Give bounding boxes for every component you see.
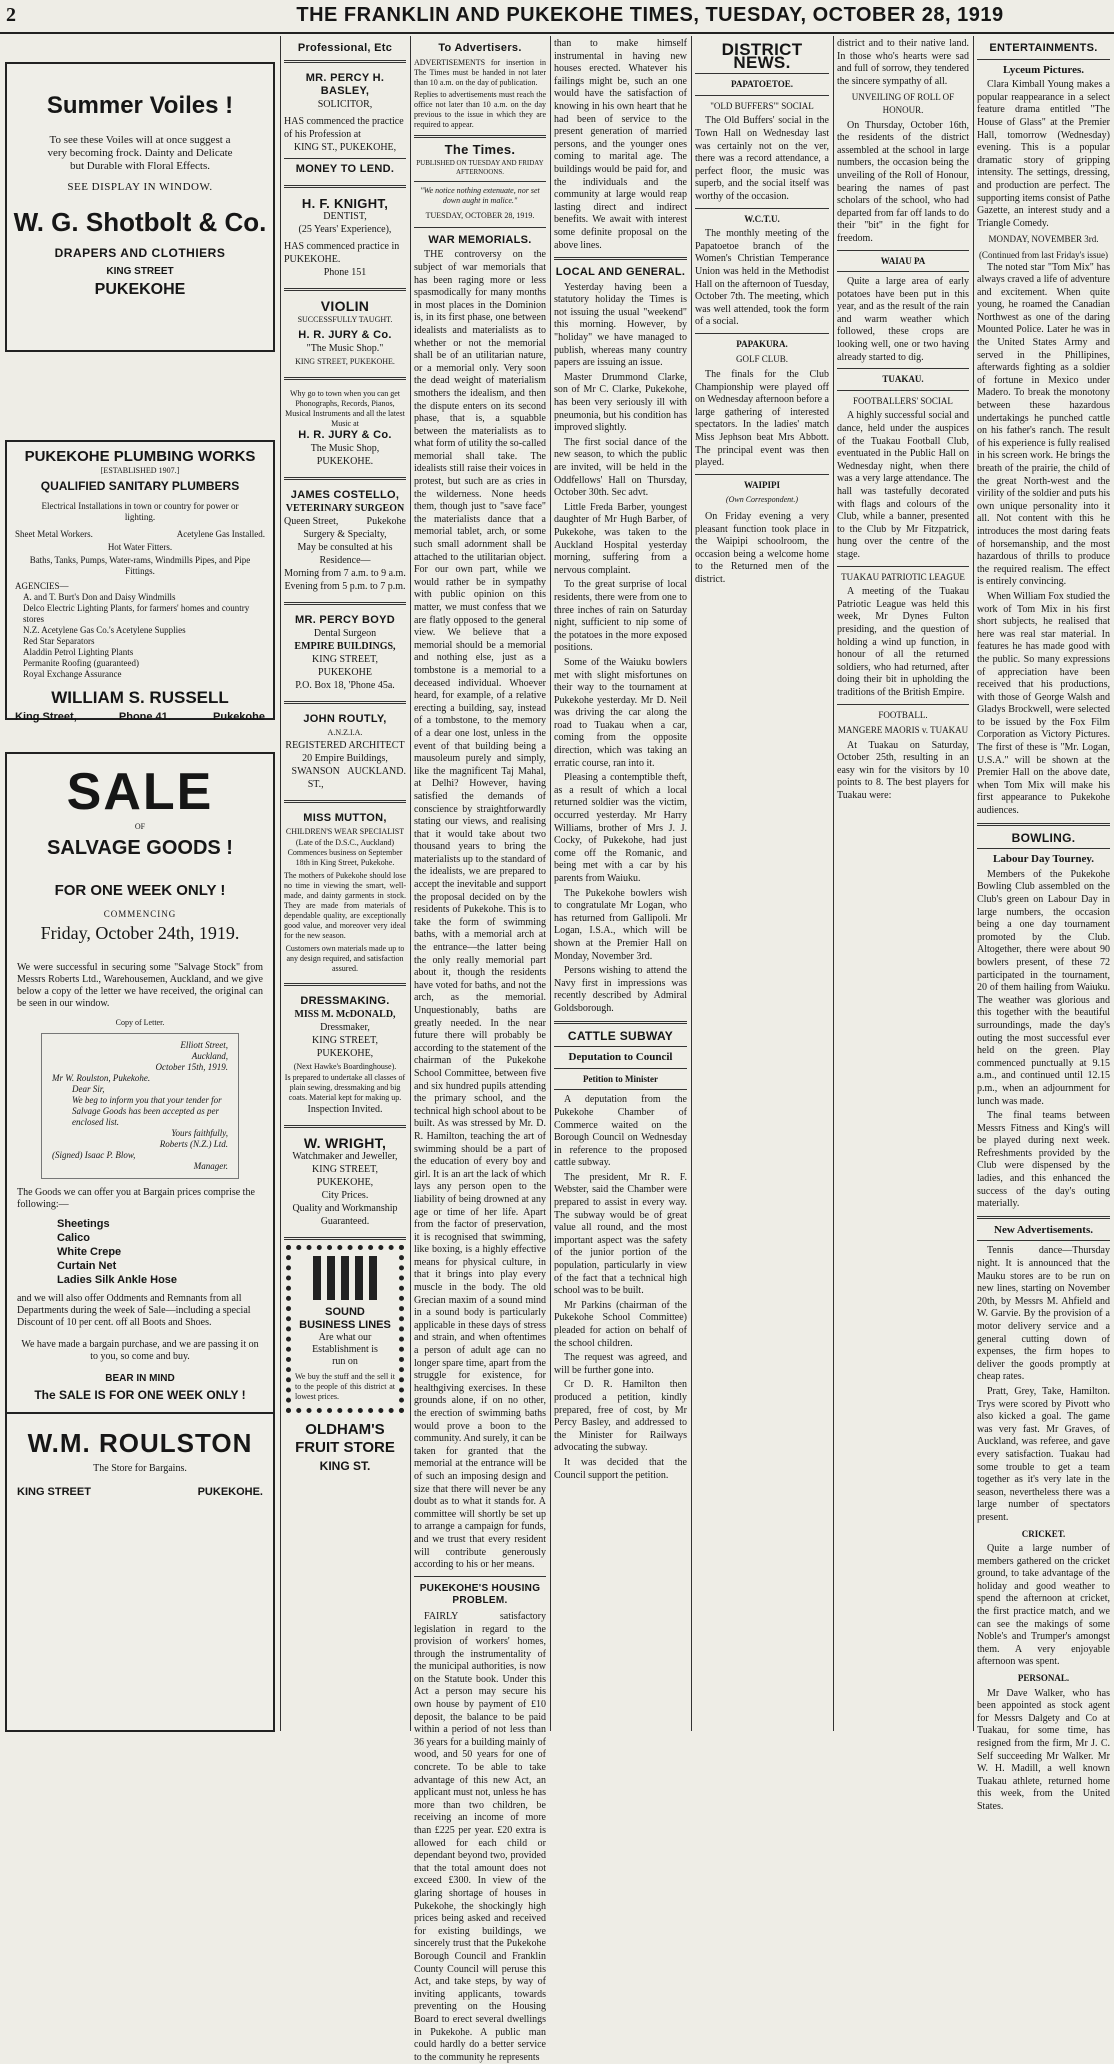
masthead: THE FRANKLIN AND PUKEKOHE TIMES, TUESDAY, OCTOBER 28, 1919 (296, 4, 1004, 26)
oldham-ad: OLDHAM'S FRUIT STORE KING ST. (295, 1420, 395, 1473)
voiles-street: KING STREET (106, 266, 174, 277)
advertisers-p1: ADVERTISEMENTS for insertion in The Times must be handed in not later than 10 a.m. on the day of publication. (414, 57, 546, 87)
waiau-heading: WAIAU PA (880, 255, 926, 266)
page-number: 2 (6, 4, 16, 26)
golf-heading: GOLF CLUB. (735, 354, 788, 365)
sale-item: Sheetings (57, 1218, 110, 1230)
local-general-title: LOCAL AND GENERAL. (555, 266, 686, 279)
papakura-heading: PAPAKURA. (736, 338, 788, 349)
district-column (695, 38, 829, 1730)
continued-note: (Continued from last Friday's issue) (978, 249, 1109, 260)
housing-continued: than to make himself instrumental in having new houses erected. Whatever his failings might be, such an one would have the satisfaction of knowing in his own heart that he had been of service to the present generation of married persons, and the younger ones coming to marital age. The buildings would be paid for, and the individuals and the community at large would reap lasting direct and indirect benefits. We await with interest some definite proposal on the above lines. (554, 38, 687, 251)
sale-mind2: The SALE IS FOR ONE WEEK ONLY ! (34, 1388, 246, 1402)
bars-ornament (295, 1256, 395, 1300)
sale-passing: We have made a bargain purchase, and we are passing it on to you, so come and buy. (21, 1339, 259, 1362)
patriotic-heading: TUAKAU PATRIOTIC LEAGUE (841, 571, 965, 582)
local-item: Little Freda Barber, youngest daughter of Mr Hugh Barber, of Pukekohe, was taken to the Auckland Hospital yesterday morning, suffering from a nervous complaint. (554, 501, 687, 576)
sale-address: KING STREET PUKEKOHE. (17, 1486, 263, 1498)
local-column (554, 38, 687, 1730)
column-rule (280, 36, 281, 1731)
page-header (0, 0, 1114, 34)
waipipi-heading: WAIPIPI (743, 479, 780, 490)
local-item: Pleasing a contemptible theft, as a result of which a local returned soldier was the victim, occurred yesterday. Mr Harry Williams, brother of Mrs J. J. Cocky, of Pukekohe, had just come off the Romanic, and being met with a car by his parents from Waiuku. (554, 772, 687, 884)
bowling-title: BOWLING. (1011, 830, 1076, 845)
dressmaking-card: DRESSMAKING. MISS M. McDONALD, Dressmaker, KING STREET, PUKEKOHE, (Next Hawke's Boardinghouse). Is prepared to undertake all classes of plain sewing, dressmaking and big coats. Material kept for making up. Inspection Invited. (284, 994, 406, 1115)
sale-title: SALE (66, 763, 214, 821)
sale-item: Curtain Net (57, 1260, 117, 1272)
wcu-heading: W.C.T.U. (744, 213, 780, 224)
local-item: Some of the Waiuku bowlers met with slight misfortunes on their way to the tournament at Pukekohe yesterday. Mr D. Neil was driving the car along the road to Tuakau when a car, coming from the opposite direction, which was taking an erratic course, ran into it. (554, 656, 687, 769)
sale-oddments: and we will also offer Oddments and Remnants from all Departments during the week of Sale—including a special Discount of 10 per cent. off all Boots and Shoes. (17, 1293, 251, 1328)
sale-slogan: The Store for Bargains. (93, 1463, 187, 1474)
patriotic-body: A meeting of the Tuakau Patriotic League was held this week, Mr Dynes Fulton presiding, and the question of holding a wind up function, in honour of all the returned soldiers, who had returned, after doing their bit in upholding the traditions of the British Empire. (837, 586, 969, 698)
fox-body: When William Fox studied the work of Tom Mix in his first short subjects, he realised that here was real star material. In features he has made good with the public. So many expressions of appreciation have been received that his productions, with those of George Walsh and Gladys Brockwell, were selected to be issued by the Fox Film Corporation as Victory Pictures. The first of these is "Mr. Logan, U.S.A." will be shown at the Premier Hall on the above date, when Tom Mix will make his first appearance to Pukekohe audiences. (977, 590, 1110, 817)
voiles-trade: DRAPERS AND CLOTHIERS (54, 246, 226, 260)
sale-week: FOR ONE WEEK ONLY ! (54, 882, 226, 899)
advertisers-p2: Replies to advertisements must reach the office not later than 10 a.m. on the day previous to the issue in which they are required to appear. (414, 89, 546, 129)
new-advertisements-heading: New Advertisements. (994, 1223, 1093, 1236)
local-item: Master Drummond Clarke, son of Mr C. Clarke, Pukekohe, has been very seriously ill with pneumonia, but his condition has improved slightly. (554, 371, 687, 434)
cattle-para: The president, Mr R. F. Webster, said the Chamber were prepared to assist in every way. The subway would be of great value all round, and the most important aspect was the safety of the junior portion of the population, particularly in view of the fact that a technical high school was to be built. (554, 1171, 687, 1297)
column-rule (833, 36, 834, 1731)
local-item: Yesterday having been a statutory holiday the Times is not issuing the usual "weekend" this morning. However, by "holiday" we have managed to publish, whereas many country papers are issuing an issue. (554, 281, 687, 369)
wright-card: W. WRIGHT, Watchmaker and Jeweller, KING STREET, PUKEKOHE, City Prices. Quality and Workmanship Guaranteed. (292, 1134, 398, 1227)
local-item: To the great surprise of local residents, there were from one to three inches of rain on Saturday night, sufficient to nip some of the potatoes in the more exposed positions. (554, 579, 687, 654)
sale-date: Friday, October 24th, 1919. (40, 923, 240, 943)
housing-body: FAIRLY satisfactory legislation in regard to the provision of workers' homes, through the instrumentality of the municipal authorities, is now on the Statute book. Under this Act a person may secure his own house by payment of £10 deposit, the balance to be paid within a period of not less than 36 years for a building mainly of wood, and 50 years for one of concrete. To be able to take advantage of this new Act, an applicant must not, unless he has more than two children, be receiving an income of more than £225 per year. £20 extra is allowed for each child or dependant beyond two, provided that the total amount does not exceed £300. In view of the glaring shortage of houses in Pukekohe, the shockingly high prices being asked and received for existing buildings, we sincerely trust that the Pukekohe Borough Council and Franklin County Council will peruse this Act, and take steps, by way of inviting applicants, towards preventing on the Housing Board to erect several dwellings in Pukekohe. A public man could hardly do a better service to the community he represents (414, 1610, 546, 2063)
sale-items (57, 1217, 263, 1287)
football-continued: Pratt, Grey, Take, Hamilton. Trys were scored by Pivott who also kicked a goal. The game was very fast. Mr Graves, of Auckland, was referee, and gave every satisfaction. Tuakau had some trouble to get a team together as it's very late in the season, nevertheless there was a large number of spectators present. (977, 1385, 1110, 1523)
sale-intro: We were successful in securing some "Salvage Stock" from Messrs Roberts Ltd., Warehousemen, Auckland, and we give below a copy of the letter we have received, the original can be seen in our window. (17, 962, 263, 1009)
bowling-final: The final teams between Messrs Fitness and King's will be played during next week. Refreshments provided by the Club were dispensed by the ladies, and this enhanced the success of the day's outing materially. (977, 1110, 1110, 1210)
vet-card: JAMES COSTELLO, VETERINARY SURGEON Queen Street, Pukekohe Surgery & Specialty, May be consulted at his Residence— Morning from 7 a.m. to 9 a.m. Evening from 5 p.m. to 7 p.m. (284, 488, 406, 592)
cattle-para: Cr D. R. Hamilton then produced a petition, kindly prepared, free of cost, by Mr Percy Basley, and addressed to the Minister for Railways advocating the subway. (554, 1379, 687, 1454)
sound-business-body: We buy the stuff and the sell it to the people of this district at lowest prices. (295, 1371, 395, 1401)
sale-ad (5, 752, 275, 1732)
plumbing-line4: Baths, Tanks, Pumps, Water-rams, Windmills Pipes, and Pipe Fittings. (29, 555, 251, 576)
plumbing-est: [ESTABLISHED 1907.] (100, 466, 180, 475)
sale-item: Calico (57, 1232, 91, 1244)
local-item: Persons wishing to attend the Navy first in impressions was recently described by Admiral Goldsborough. (554, 965, 687, 1014)
waipipi-continued: district and to their native land. In those who's hearts were sad and full of sorrow, they tendered the sincere sympathy of all. (837, 38, 969, 87)
footballers-heading: FOOTBALLERS' SOCIAL (853, 395, 953, 406)
voiles-town: PUKEKOHE (94, 281, 186, 298)
mangere-body: At Tuakau on Saturday, October 25th, resulting in an easy win for the visitors by 10 points to 8. The best players for Tuakau were: (837, 739, 969, 802)
plumbing-address: King Street, Phone 41. Pukekohe (15, 711, 265, 723)
cattle-para: Mr Parkins (chairman of the Pukekohe School Committee) pleaded for action on behalf of the school children. (554, 1299, 687, 1349)
lyceum-heading: Lyceum Pictures. (1002, 63, 1085, 76)
sale-copy-label: Copy of Letter. (115, 1018, 165, 1027)
knight-card: H. F. KNIGHT, DENTIST, (25 Years' Experience), HAS commenced practice in PUKEKOHE. Phone 151 (284, 195, 400, 278)
cattle-subway-title: CATTLE SUBWAY (567, 1028, 674, 1043)
cricket-heading: CRICKET. (1021, 1528, 1066, 1539)
professional-column (284, 38, 406, 1730)
plumbing-ad (5, 440, 275, 723)
district-news-title: DISTRICT NEWS. (721, 40, 803, 72)
mutton-card: MISS MUTTON, CHILDREN'S WEAR SPECIALIST (Late of the D.S.C., Auckland) Commences business on September 18th in King Street, Pukekohe. The mothers of Pukekohe should lose no time in viewing the smart, well-made, and dainty garments in stock. They are made from materials of dependable quality, are exceptionally good value, and moreover very ideal for the new season. Customers own materials made up to any design required, and satisfaction assured. (284, 811, 406, 973)
golf-body: The finals for the Club Championship were played off on Wednesday afternoon before a large gathering of interested spectators. In the ladies' match Miss Jephson beat Mrs Abbott. The principal event was then played. (695, 369, 829, 469)
column-rule (973, 36, 974, 1731)
mangere-heading: MANGERE MAORIS v. TUAKAU (837, 725, 969, 736)
voiles-ad (5, 62, 275, 352)
unveiling-heading: UNVEILING OF ROLL OF HONOUR. (851, 92, 955, 115)
routly-card: JOHN ROUTLY, A.N.Z.I.A. REGISTERED ARCHITECT 20 Empire Buildings, SWANSON ST., AUCKLAND. (285, 712, 406, 790)
professional-title: Professional, Etc (297, 42, 393, 54)
plumbing-agencies: AGENCIES— A. and T. Burt's Don and Daisy Windmills Delco Electric Lighting Plants, for farmers' homes and country stores N.Z. Acetylene Gas Co.'s Acetylene Supplies Red Star Separators Aladdin Petrol Lighting Plants Permanite Roofing (guaranteed) Royal Exchange Assurance (15, 581, 250, 679)
bowling-body: Members of the Pukekohe Bowling Club assembled on the Club's green on Labour Day in large numbers, the occasion being a one day tournament promoted by the Club. Altogether, there were about 90 bowlers present, of these 72 participated in the tournament, 20 of them hailing from Waiuku. The weather was glorious and this together with the beautiful surroundings, made the day's outing the most successful ever held on the green. Play commenced punctually at 9.15 a.m., and continued until 12.15 p.m., when an adjournment for lunch was made. (977, 868, 1110, 1107)
times-published: PUBLISHED ON TUESDAY AND FRIDAY AFTERNOONS. (416, 159, 544, 177)
sale-item: Ladies Silk Ankle Hose (57, 1274, 178, 1286)
column-rule (691, 36, 692, 1731)
column-rule (410, 36, 411, 1731)
plumbing-title: PUKEKOHE PLUMBING WORKS (24, 448, 256, 465)
piano-card: Why go to town when you can get Phonographs, Records, Pianos, Musical Instruments and all the latest Music at H. R. JURY & Co. The Music Shop, PUKEKOHE. (285, 388, 405, 467)
footballers-body: A highly successful social and dance, held under the auspices of the Tuakau Football Club, eventuated in the Public Hall on Wednesday night, when there was a very large attendance. The hall was tastefully decorated with flags and colours of the Club, while a banner, presented to the Club by Mr Fitzpatrick, hung over the centre of the stage. (837, 410, 969, 560)
cattle-subway-sub: Deputation to Council (568, 1051, 673, 1064)
sale-firm: W.M. ROULSTON (27, 1428, 253, 1458)
voiles-cta: SEE DISPLAY IN WINDOW. (67, 181, 213, 193)
wcu-body: The monthly meeting of the Papatoetoe branch of the Women's Christian Temperance Union was held in the Methodist Hall on the afternoon of Tuesday, October 7th. The meeting, which was well attended, took the form of a social. (695, 228, 829, 328)
cattle-para: It was decided that the Council support the petition. (554, 1456, 687, 1481)
entertainments-column (977, 38, 1110, 1812)
papatoetoe-heading: PAPATOETOE. (731, 79, 793, 90)
basley-card: MR. PERCY H. BASLEY, SOLICITOR, HAS commenced the practice of his Profession at KING ST., PUKEKOHE, MONEY TO LEND. (284, 68, 406, 180)
unveiling-body: On Thursday, October 16th, the residents of the district assembled at the school in large numbers, the occasion being the unveiling of the Roll of Honour, bearing the names of past scholars of the school, who had departed from far off lands to do their "bit" in the fight for freedom. (837, 119, 969, 244)
voiles-body: To see these Voiles will at once suggest a very becoming frock. Dainty and Delicate but Durable with Floral Effects. (47, 134, 233, 172)
plumbing-line2: Sheet Metal Workers. Acetylene Gas Installed. (15, 529, 265, 539)
column-rule (550, 36, 551, 1731)
plumbing-sub: QUALIFIED SANITARY PLUMBERS (40, 479, 240, 493)
sale-of: OF (134, 822, 146, 831)
sale-goods: SALVAGE GOODS ! (47, 837, 233, 859)
voiles-title: Summer Voiles ! (46, 92, 234, 119)
housing-title: PUKEKOHE'S HOUSING PROBLEM. (419, 1582, 541, 1607)
sale-bargain-intro: The Goods we can offer you at Bargain prices comprise the following:— (17, 1187, 255, 1210)
tuakau-heading: TUAKAU. (882, 374, 924, 385)
sale-item: White Crepe (57, 1246, 122, 1258)
football-heading: FOOTBALL. (878, 709, 928, 720)
old-buffers-heading: "OLD BUFFERS'" SOCIAL (710, 100, 814, 111)
district-column-2 (837, 38, 969, 1730)
war-memorials-body: THE controversy on the subject of war memorials that has been raging more or less spasmodically for many months in most places in the Dominion is, in its first phase, one between idealists and materialists as to whether or not the memorial shall be of an utilitarian nature, or a memorial only. Very soon the dead weight of materialism smothers the idealism, and then the dispute enters on its second phase, that is, a squabble between the materialists as to what form of utility the so-called memorial shall take. The idealists still raise their voices in protest, but such are as cries in the wilderness. None heeds them, though just to "save face" the materialists dance that a memorial tablet, arch, or some such small adornment shall be attached to the utilitarian object. For our own part, while we would rather be in sympathy with public opinion on this matter, we must confess that we are flatly opposed to the general view. We believe that a memorial should be a memorial and nothing else, just as a tombstone is a memorial to a deceased individual. Whoever heard, for example, of a relative erecting a building, say, instead of a tombstone, to the memory of a dear one lost, unless in the event of that building being a mausoleum purely and simply, like the magnificent Taj Mahal, at Delhi? However, having satisfied the demands of conscience by straightforwardly stating our views, and realising that it would take about two thousand years to bring the materialists up to the standard of the idealists, we are prepared to accept the inevitable and support the proposal decided on by the residents of Pukekohe. This is to take the form of swimming baths, with a memorial arch at the entrance—the latter being the only really memorial part about it, though the residents have voted for baths, and not the arch, as the memorial. Unquestionably, baths are greatly needed. In the near future there will probably be according to the statement of the chairman of the Pukekohe School Committee, between five and six hundred pupils attending the primary school, and the technical high school about to be built. As was stressed by Mr. D. R. Hamilton, teaching the art of swimming should be a part of the education of every boy and girl. It is an art the lack of which lays any person open to the liability of being drowned at any age or time of her life. Apart from the factor of preservation, it is recognised that swimming, like boxing, is a highly effective means for physical culture, in that it brings into play every muscle in the body. The old Grecian maxim of a sound mind in a sound body is particularly applicable in these days of stress and strain, and when oftentimes a person of adult age can no longer spare time, apart from the struggle for existence, for healthgiving exercises. In these grounds alone, if on no other, the erection of swimming baths would prove a boon to the community. And surely, it can be taken for granted that the memorial at the entrance will be of such an imposing design and size that there will never be any doubt as to what it stands for. A committee will shortly be set up to arrange a campaign for funds, and we trust that every resident will contribute generously according to his or her means. (414, 249, 546, 1571)
lyceum-body: Clara Kimball Young makes a popular reappearance in a select feature drama entitled "The House of Glass" at the Premier Hall, tomorrow (Wednesday) evening. This is a popular dramatic story of gripping intensity. The settings, dressing, and production are perfect. The supporting items consist of Pathe Gazette, an interest study and a Triangle Comedy. (977, 79, 1110, 229)
voiles-firm: W. G. Shotbolt & Co. (13, 207, 267, 237)
new-advertisements-body: Tennis dance—Thursday night. It is announced that the Mauku stores are to be run on new lines, starting on November 20th, by Messrs M. Ahfield and W. Garvie. By the provision of a motor delivery service and a general cutting down of expenses, the firm hopes to deliver the goods promptly at cheap rates. (977, 1245, 1110, 1383)
monday-heading: MONDAY, NOVEMBER 3rd. (988, 234, 1099, 245)
times-title: The Times. (444, 141, 516, 157)
violin-card: VIOLIN SUCCESSFULLY TAUGHT. H. R. JURY & Co. "The Music Shop." KING STREET, PUKEKOHE. (295, 297, 395, 366)
editorial-column (414, 38, 546, 2063)
plumbing-line3: Hot Water Fitters. (107, 542, 173, 552)
waipipi-body: On Friday evening a very pleasant function took place in the Waipipi schoolroom, the occasion being a welcome home to the Returned men of the district. (695, 511, 829, 585)
times-motto: "We notice nothing extenuate, nor set down aught in malice." (420, 186, 540, 206)
sale-letter: Elliott Street, Auckland, October 15th, 1919. Mr W. Roulston, Pukekohe. Dear Sir, We beg to inform you that your tender for Salvage Goods has been accepted as per enclosed list. Yours faithfully, Roberts (N.Z.) Ltd. (Signed) Isaac P. Blow, Manager. (41, 1033, 239, 1179)
labour-day-heading: Labour Day Tourney. (993, 853, 1094, 866)
cricket-body: Quite a large number of members gathered on the cricket ground, to take advantage of the holiday and good weather to spend the afternoon at cricket, the first practice match, and we can see the makings of some Noble's and Trumper's amongst them. A very enjoyable afternoon was spent. (977, 1543, 1110, 1668)
cattle-para: The request was agreed, and will be further gone into. (554, 1352, 687, 1376)
plumbing-line1: Electrical Installations in town or country for power or lighting. (41, 501, 239, 522)
entertainments-title: ENTERTAINMENTS. (989, 42, 1098, 54)
sound-business-ad: SOUND BUSINESS LINES Are what our Establishment is run on We buy the stuff and the sell it to the people of this district at lowest prices. (286, 1245, 404, 1413)
waiau-body: Quite a large area of early potatoes have been put in this year, and as the result of the rain and warm weather which followed, these crops are looking well, one or two having already started to dig. (837, 276, 969, 363)
times-date: TUESDAY, OCTOBER 28, 1919. (425, 211, 535, 221)
local-item: The first social dance of the new season, to which the public are invited, will be held in the Oddfellows' Hall on Thursday, October 30th. Sec advt. (554, 436, 687, 499)
cattle-para: A deputation from the Pukekohe Chamber of Commerce waited on the Borough Council on Wednesday in reference to the proposed cattle subway. (554, 1094, 687, 1169)
old-buffers-body: The Old Buffers' social in the Town Hall on Wednesday last was certainly not on the ver, there was a record attendance, a perfect floor, the music was superb, and the social itself was worthy of the occasion. (695, 115, 829, 202)
advertisers-title: To Advertisers. (438, 42, 522, 54)
tom-mix-body: The noted star "Tom Mix" has always craved a life of adventure and excitement. When quite young, he roamed the Canadian Northwest as one of the daring Mounted Police. Later he was in the United States Army and served in the Phillipines, afterwards fighting as a soldier of fortune in Mexico under Madero. To break the monotony between these hazardous undertakings he punched cattle on his father's ranch. The result of his experience is fully realised in his screen work. He brings the breath of the prairie, the child of the great North-west and the virility of the soldier and puts his own unique personality into it all. Not content with this he introduces the most daring feats of horsemanship, and the most hazardous of thrills to produce the required realism. The effect is entirely convincing. (977, 261, 1110, 588)
correspondent-note: (Own Correspondent.) (725, 495, 799, 505)
boyd-card: MR. PERCY BOYD Dental Surgeon EMPIRE BUILDINGS, KING STREET, PUKEKOHE P.O. Box 18, 'Phone 45a. (294, 613, 396, 691)
sale-commencing: COMMENCING (103, 909, 177, 919)
sound-business-heading: SOUND BUSINESS LINES (299, 1305, 391, 1331)
cattle-subway-sub2: Petition to Minister (583, 1073, 658, 1084)
war-memorials-title: WAR MEMORIALS. (428, 233, 532, 246)
sale-mind: BEAR IN MIND (105, 1373, 175, 1384)
personal-heading: PERSONAL. (1017, 1673, 1070, 1684)
local-item: The Pukekohe bowlers wish to congratulate Mr Logan, who has returned from Gallipoli. Mr Logan, I.S.A., which will be shown at the Premier Hall on Monday, November 3rd. (554, 887, 687, 962)
personal-body: Mr Dave Walker, who has been appointed as stock agent for Messrs Dalgety and Co at Tuakau, for some time, has resigned from the firm, Mr J. C. Self succeeding Mr Walker. Mr W. H. Madill, a well known Tuakau athlete, returned home this week, from the United States. (977, 1687, 1110, 1812)
plumbing-firm: WILLIAM S. RUSSELL (51, 688, 229, 707)
